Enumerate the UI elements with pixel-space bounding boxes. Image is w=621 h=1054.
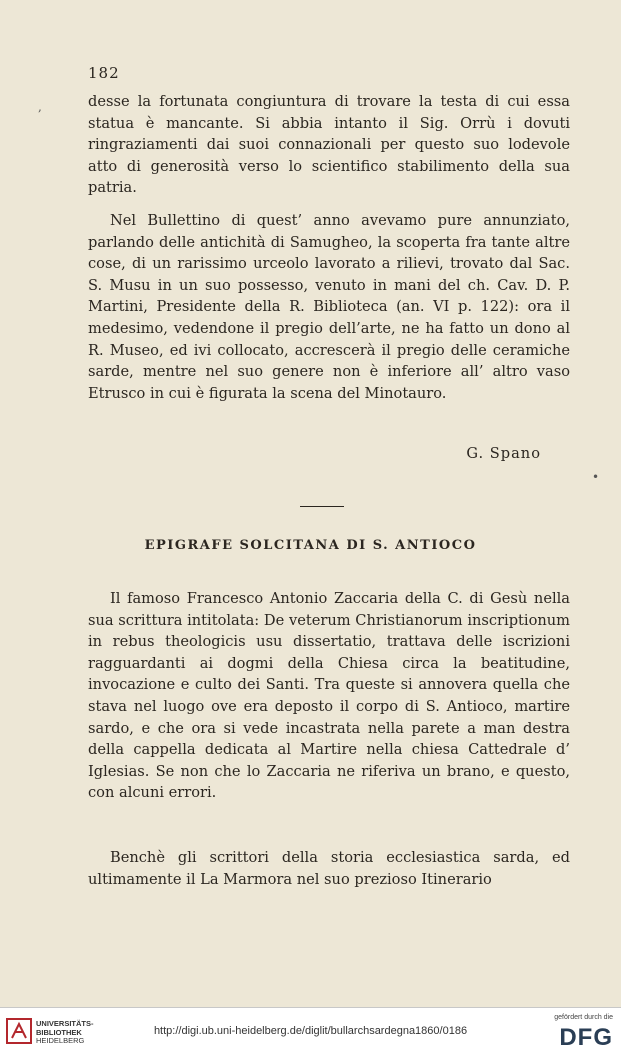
paragraph-benche [88,847,570,890]
paragraph-1-text: desse la fortunata congiuntura di trovare la testa di cui essa statua è mancante. Si abbia intanto il Sig. Orrù i dovuti ringraziamenti dai suoi connazionali per questo suo lodevole atto di generosità verso lo scientifico stabilimento della sua patria. [88,93,570,197]
section-divider [300,506,344,507]
margin-dot-icon: • [592,470,600,484]
dfg-logo[interactable]: DFG [559,1024,613,1051]
library-name-line-2: BIBLIOTHEK [36,1027,82,1037]
paragraph-2-text: Nel Bullettino di quest’ anno avevamo pure annunziato, parlando delle antichità di Samugheo, la scoperta fra tante altre cose, di un rarissimo urceolo lavorato a rilievi, trovato dal Sac. S. Musu in un suo possesso, venuto in mani del ch. Cav. D. P. Martini, Presidente della R. Biblioteca (an. VI p. 122): ora il medesimo, vedendone il pregio dell’arte, ne ha fatto un dono al R. Museo, ed ivi collocato, accrescerà il pregio delle ceramiche sarde, mentre nel suo genere non è inferiore all’ altro vaso Etrusco in cui è figurata la scena del Minotauro. [88,212,570,402]
paragraph-zaccaria [88,588,570,804]
library-name-line-3: HEIDELBERG [36,1036,85,1045]
funded-by-label: gefördert durch die [554,1014,613,1021]
page-number: 182 [88,64,120,82]
margin-mark-icon: , [38,100,42,114]
paragraph-3-text: Il famoso Francesco Antonio Zaccaria della C. di Gesù nella sua scrittura intitolata: De veterum Christianorum inscriptionum in rebus theologicis usu dissertatio, trattava delle iscrizioni ragguardanti ai dogmi della Chiesa circa la beatitudine, invocazione e culto dei Santi. Tra queste si annovera quella che stava nel luogo ove era deposto il corpo di S. Antioco, martire sardo, e che ora si vede incastrata nella parete a man destra della cappella dedicata al Martire nella chiesa Cattedrale d’ Iglesias. Se non che lo Zaccaria ne riferiva un brano, e questo, con alcuni errori. [88,590,570,802]
paragraph-continuation [88,91,570,199]
library-name-line-1: UNIVERSITÄTS- [36,1019,94,1028]
paragraph-4-text: Benchè gli scrittori della storia ecclesiastica sarda, ed ultimamente il La Marmora nel suo prezioso Itinerario [88,849,570,888]
permalink-url[interactable]: http://digi.ub.uni-heidelberg.de/diglit/bullarchsardegna1860/0186 [153,1025,468,1037]
section-heading: EPIGRAFE SOLCITANA DI S. ANTIOCO [144,538,477,553]
author-signature: G. Spano [466,445,541,462]
viewer-footer [0,1007,621,1054]
paragraph-bullettino [88,210,570,404]
